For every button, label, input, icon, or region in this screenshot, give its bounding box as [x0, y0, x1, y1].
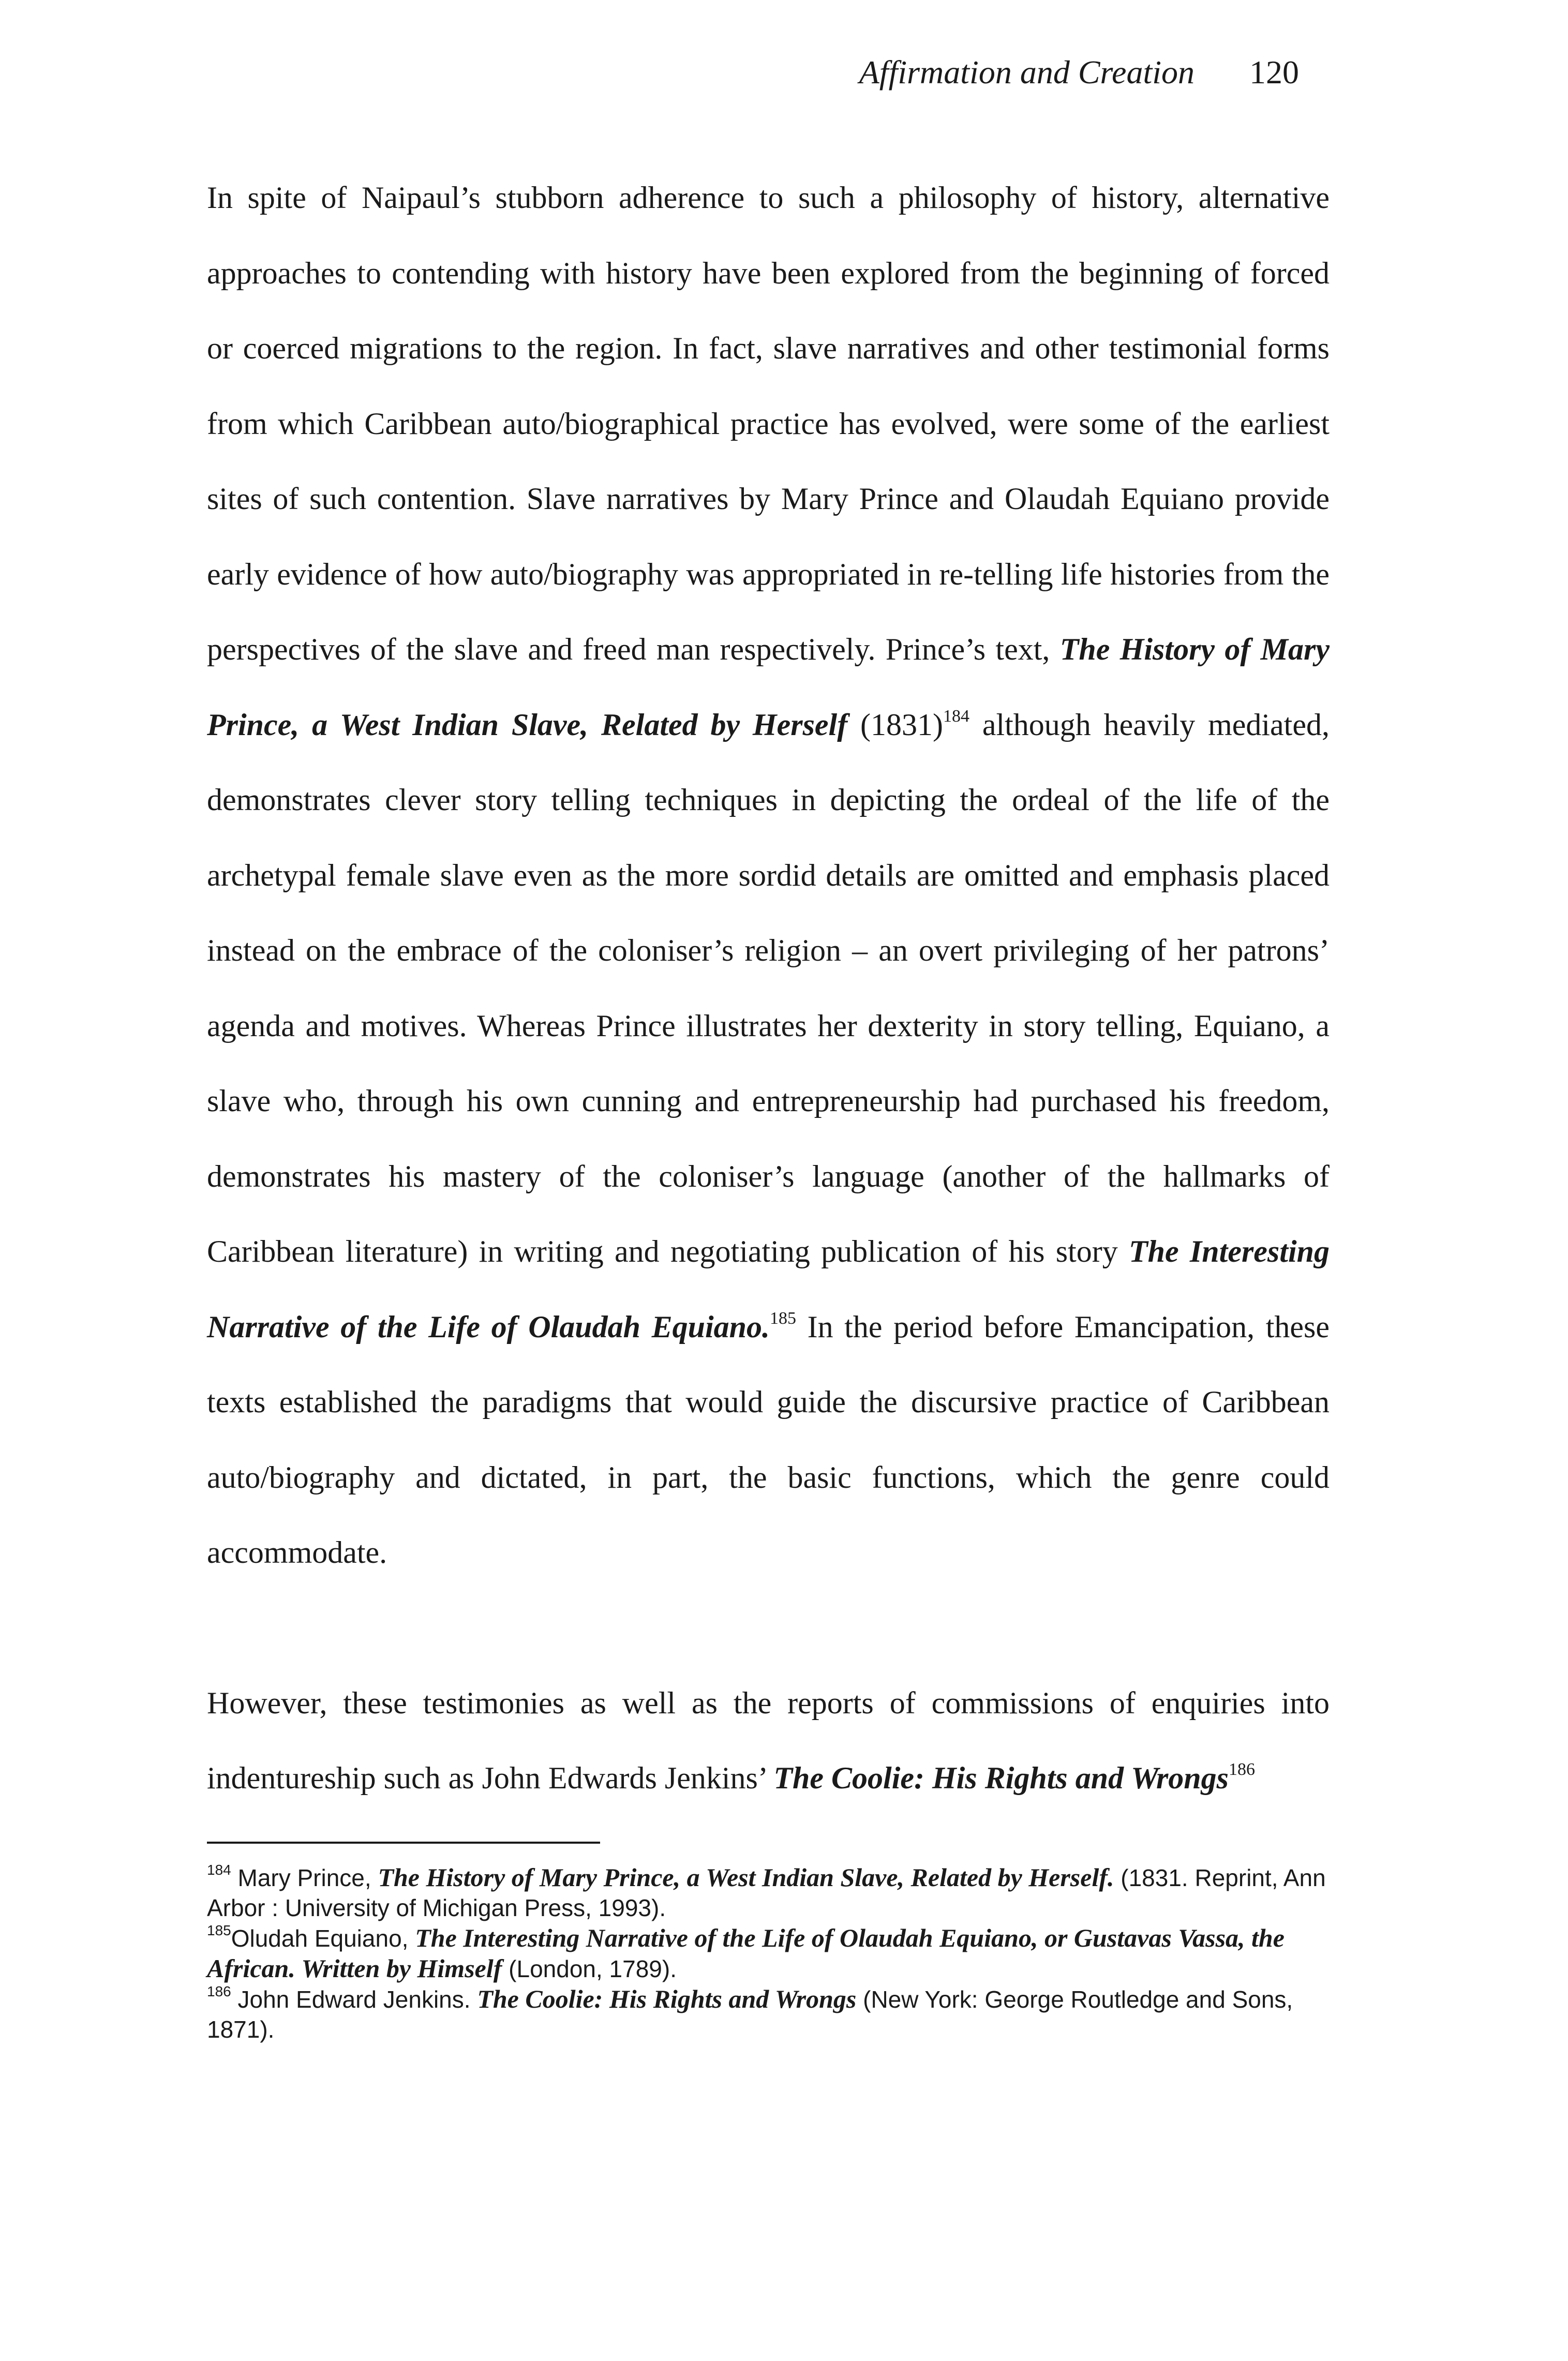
footnote-separator — [207, 1842, 600, 1844]
text-run: Oludah Equiano, — [231, 1925, 415, 1952]
text-run: (1831) — [847, 707, 943, 742]
text-run: Mary Prince, — [231, 1864, 378, 1891]
book-title: The Coolie: His Rights and Wrongs — [773, 1761, 1229, 1795]
text-run: John Edward Jenkins. — [231, 1986, 477, 2013]
text-run: In spite of Naipaul’s stubborn adherence to such a philosophy of history, alternative approaches to contending with history have been explored from the beginning of forced or coerced migrations to the region. In fact, slave narratives and other testimonial forms from which Caribbean auto/biographical practice has evolved, were some of the earliest sites of such contention. Slave narratives by Mary Prince and Olaudah Equiano provide early evidence of how auto/biography was appropriated in re-telling life histories from the perspectives of the slave and freed man respectively. Prince’s text, — [207, 181, 1330, 666]
running-header — [859, 56, 1299, 89]
footnote-ref: 185 — [770, 1308, 797, 1328]
page-number: 120 — [1249, 54, 1299, 91]
paragraph — [207, 1666, 1330, 1816]
text-run: (London, 1789). — [502, 1955, 677, 1982]
footnotes — [207, 1862, 1330, 2044]
book-title: The Coolie: His Rights and Wrongs — [477, 1984, 857, 2013]
text-run: (New York: George Routledge and Sons, 1871). — [207, 1986, 1293, 2043]
body-text — [207, 160, 1330, 1816]
text-run: (1831. Reprint, Ann Arbor : University of Michigan Press, 1993). — [207, 1864, 1326, 1921]
text-run: However, these testimonies as well as the reports of commissions of enquiries into indentureship such as John Edwards Jenkins’ — [207, 1685, 1330, 1795]
footnote — [207, 1862, 1330, 1923]
footnote-ref: 184 — [943, 706, 969, 726]
paragraph — [207, 160, 1330, 1591]
book-title: The Interesting Narrative of the Life of Olaudah Equiano. — [207, 1234, 1330, 1344]
book-title: The History of Mary Prince, a West Indian Slave, Related by Herself — [207, 632, 1330, 742]
footnote-number: 184 — [207, 1862, 231, 1878]
footnote-number: 186 — [207, 1983, 231, 1999]
text-run: In the period before Emancipation, these texts established the paradigms that would guide the discursive practice of Caribbean auto/biography and dictated, in part, the basic functions, which the genre could accommodate. — [207, 1309, 1330, 1570]
book-title: The Interesting Narrative of the Life of Olaudah Equiano, or Gustavas Vassa, the African. Written by Himself — [207, 1923, 1285, 1983]
text-run: although heavily mediated, demonstrates clever story telling techniques in depicting the ordeal of the life of the archetypal female slave even as the more sordid details are omitted and emphasis placed instead on the embrace of the coloniser’s religion – an overt privileging of her patrons’ agenda and motives. Whereas Prince illustrates her dexterity in story telling, Equiano, a slave who, through his own cunning and entrepreneurship had purchased his freedom, demonstrates his mastery of the coloniser’s language (another of the hallmarks of Caribbean literature) in writing and negotiating publication of his story — [207, 707, 1330, 1268]
footnote — [207, 1923, 1330, 1984]
book-title: The History of Mary Prince, a West Indian Slave, Related by Herself. — [378, 1863, 1114, 1892]
running-title: Affirmation and Creation — [859, 54, 1194, 91]
footnote — [207, 1984, 1330, 2044]
footnote-number: 185 — [207, 1922, 231, 1938]
footnote-ref: 186 — [1229, 1760, 1256, 1779]
